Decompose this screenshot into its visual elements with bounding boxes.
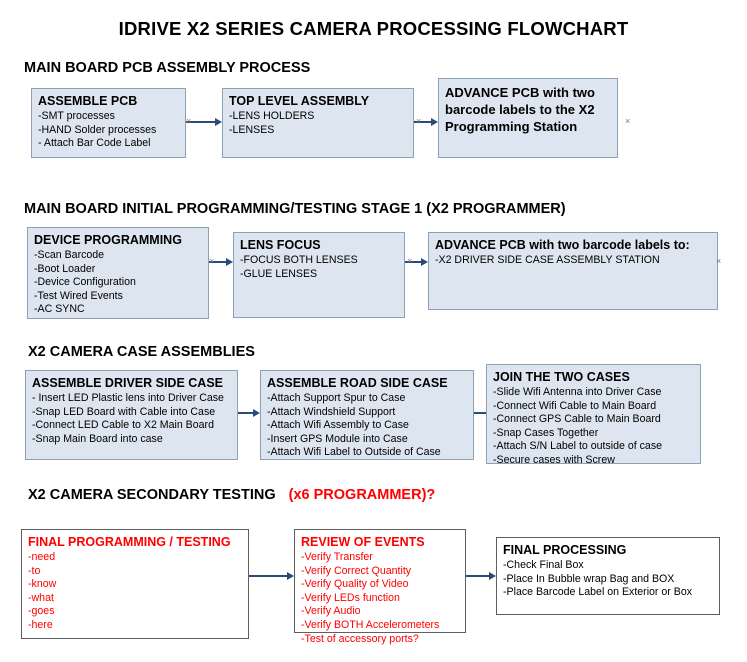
box-title: LENS FOCUS bbox=[240, 238, 321, 252]
route-marker: × bbox=[407, 256, 413, 266]
route-marker: × bbox=[716, 256, 722, 266]
box-advance-pcb-programming-station bbox=[438, 78, 618, 158]
box-line: -Snap LED Board with Cable into Case bbox=[32, 405, 216, 418]
box-line: -Connect GPS Cable to Main Board bbox=[493, 413, 661, 426]
box-top-level-assembly bbox=[222, 88, 414, 158]
box-review-of-events bbox=[294, 529, 466, 645]
section-heading-2: MAIN BOARD INITIAL PROGRAMMING/TESTING STAGE 1 (X2 PROGRAMMER) bbox=[24, 201, 566, 217]
box-line: -to bbox=[28, 564, 41, 577]
box-line: -Scan Barcode bbox=[34, 249, 105, 261]
box-title: DEVICE PROGRAMMING bbox=[34, 233, 182, 247]
section-heading-3: X2 CAMERA CASE ASSEMBLIES bbox=[28, 344, 255, 360]
box-title: FINAL PROCESSING bbox=[503, 543, 627, 557]
box-line: -X2 DRIVER SIDE CASE ASSEMBLY STATION bbox=[435, 254, 660, 266]
box-line: -what bbox=[28, 591, 54, 604]
route-marker: × bbox=[416, 116, 422, 126]
section-heading-text: X2 CAMERA SECONDARY TESTING bbox=[28, 487, 276, 503]
box-lens-focus bbox=[233, 232, 405, 318]
box-title: ADVANCE PCB with two barcode labels to the X2 Programming Station bbox=[445, 85, 595, 134]
box-line: -FOCUS BOTH LENSES bbox=[240, 254, 358, 266]
box-title: ASSEMBLE ROAD SIDE CASE bbox=[267, 376, 448, 390]
section-heading-4 bbox=[28, 487, 435, 503]
box-title: ASSEMBLE DRIVER SIDE CASE bbox=[32, 376, 224, 390]
route-marker: × bbox=[186, 116, 192, 126]
box-final-programming-testing bbox=[21, 529, 249, 639]
box-line: -know bbox=[28, 578, 57, 591]
box-line: -Snap Main Board into case bbox=[32, 432, 163, 445]
box-line: -GLUE LENSES bbox=[240, 267, 318, 280]
box-final-processing bbox=[496, 537, 720, 615]
page-title: IDRIVE X2 SERIES CAMERA PROCESSING FLOWCHART bbox=[118, 18, 629, 39]
box-line: - Attach Bar Code Label bbox=[38, 137, 151, 150]
box-line: -Test Wired Events bbox=[34, 289, 123, 302]
box-assemble-driver-side-case bbox=[25, 370, 238, 460]
box-line: -Attach Wifi Assembly to Case bbox=[267, 419, 409, 432]
box-title: JOIN THE TWO CASES bbox=[493, 370, 630, 384]
box-line: -Verify Quality of Video bbox=[301, 578, 409, 591]
box-line: -Insert GPS Module into Case bbox=[267, 432, 408, 445]
section-heading-1: MAIN BOARD PCB ASSEMBLY PROCESS bbox=[24, 60, 311, 76]
box-line: -Verify Correct Quantity bbox=[301, 564, 412, 577]
box-line: -Slide Wifi Antenna into Driver Case bbox=[493, 386, 662, 398]
box-line: -Connect Wifi Cable to Main Board bbox=[493, 399, 657, 412]
box-line: -Attach Windshield Support bbox=[267, 405, 396, 418]
route-marker: × bbox=[625, 116, 631, 126]
box-line: -SMT processes bbox=[38, 110, 115, 122]
box-line: -Check Final Box bbox=[503, 559, 584, 571]
box-assemble-road-side-case bbox=[260, 370, 474, 460]
box-line: -Attach Wifi Label to Outside of Case bbox=[267, 446, 441, 459]
box-line: -Attach Support Spur to Case bbox=[267, 392, 406, 404]
box-line: -goes bbox=[28, 605, 55, 618]
box-line: -Snap Cases Together bbox=[493, 426, 599, 439]
box-advance-pcb-driver-side bbox=[428, 232, 718, 310]
box-title: FINAL PROGRAMMING / TESTING bbox=[28, 535, 231, 549]
box-line: -LENSES bbox=[229, 123, 275, 136]
box-line: -Verify Audio bbox=[301, 605, 361, 618]
route-marker: × bbox=[209, 256, 215, 266]
box-line: -HAND Solder processes bbox=[38, 123, 157, 136]
box-line: -Place In Bubble wrap Bag and BOX bbox=[503, 572, 675, 585]
box-line: -here bbox=[28, 618, 53, 631]
box-line: -AC SYNC bbox=[34, 303, 85, 316]
box-line: -Verify BOTH Accelerometers bbox=[301, 618, 440, 631]
box-line: -Place Barcode Label on Exterior or Box bbox=[503, 586, 693, 599]
box-line: -need bbox=[28, 551, 56, 563]
box-device-programming bbox=[27, 227, 209, 319]
box-line: -Boot Loader bbox=[34, 262, 96, 275]
section-heading-red-text: (x6 PROGRAMMER)? bbox=[288, 487, 436, 503]
box-line: -Test of accessory ports? bbox=[301, 632, 419, 645]
box-title: TOP LEVEL ASSEMBLY bbox=[229, 94, 370, 108]
box-title: REVIEW OF EVENTS bbox=[301, 535, 425, 549]
box-line: -Device Configuration bbox=[34, 276, 136, 289]
box-line: -Attach S/N Label to outside of case bbox=[493, 440, 663, 453]
box-assemble-pcb bbox=[31, 88, 186, 158]
box-title: ASSEMBLE PCB bbox=[38, 94, 138, 108]
box-line: -Verify LEDs function bbox=[301, 591, 400, 604]
box-line: -Connect LED Cable to X2 Main Board bbox=[32, 419, 214, 432]
box-line: - Insert LED Plastic lens into Driver Case bbox=[32, 392, 224, 404]
box-line: -Secure cases with Screw bbox=[493, 453, 615, 466]
box-line: -Verify Transfer bbox=[301, 551, 373, 563]
box-join-the-two-cases bbox=[486, 364, 701, 464]
box-line: -LENS HOLDERS bbox=[229, 110, 315, 122]
box-title: ADVANCE PCB with two barcode labels to: bbox=[435, 238, 690, 252]
